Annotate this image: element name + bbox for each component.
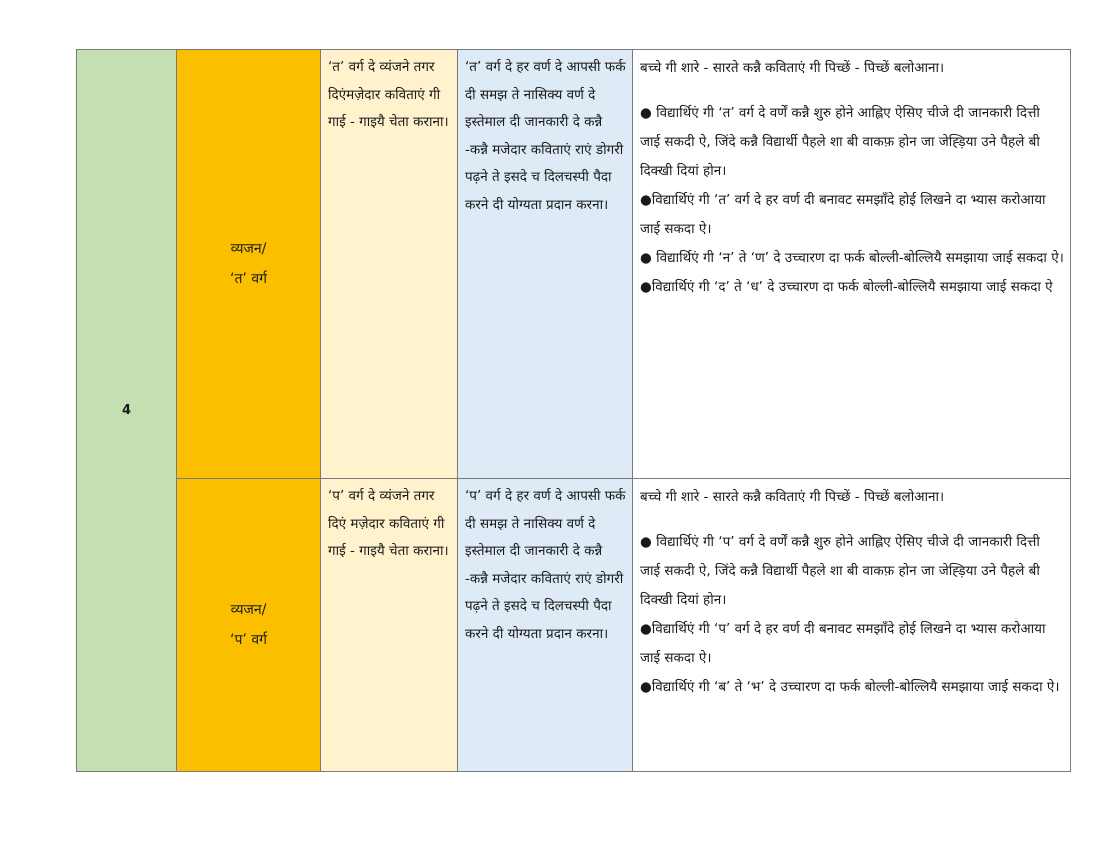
activity-point: ● विद्यार्थिएं गी ‘न’ ते ‘ण’ दे उच्चारण दा फर्क बोल्ली-बोल्लियै समझाया जाई सकदा ऐ। bbox=[640, 250, 1064, 266]
activity-point: ●विद्यार्थिएं गी ‘ब’ ते ‘भ’ दे उच्चारण दा फर्क बोल्ली-बोल्लियै समझाया जाई सकदा ऐ। bbox=[640, 679, 1060, 695]
outcome-cell bbox=[458, 50, 633, 479]
activity-lead: बच्चे गी शारे - सारते कन्नै कविताएं गी पिच्छें - पिच्छें बलोआना। bbox=[640, 60, 945, 76]
activity-cell bbox=[633, 50, 1071, 479]
table-row bbox=[77, 479, 1071, 772]
activity-point: ●विद्यार्थिएं गी ‘प’ वर्ग दे हर वर्ण दी बनावट समझाँदे होई लिखने दा भ्यास करोआया जाई सकदा ऐ। bbox=[640, 621, 1046, 666]
objective-text: ‘प’ वर्ग दे व्यंजने तगर दिएं मज़ेदार कविताएं गी गाई - गाइयै चेता कराना। bbox=[328, 488, 449, 559]
topic-line-1: व्यजन/ bbox=[230, 602, 267, 618]
curriculum-table bbox=[76, 49, 1071, 772]
outcome-text: ‘त’ वर्ग दे हर वर्ण दे आपसी फर्क दी समझ ते नासिक्य वर्ण दे इस्तेमाल दी जानकारी दे कन्नै -कन्नै मजेदार कविताएं राएं डोगरी पढ़ने ते इसदे च दिलचस्पी पैदा करने दी योग्यता प्रदान करना। bbox=[465, 59, 626, 213]
outcome-cell bbox=[458, 479, 633, 772]
topic-line-2: ‘त’ वर्ग bbox=[230, 271, 267, 287]
outcome-text: ‘प’ वर्ग दे हर वर्ण दे आपसी फर्क दी समझ ते नासिक्य वर्ण दे इस्तेमाल दी जानकारी दे कन्नै -कन्नै मजेदार कविताएं राएं डोगरी पढ़ने ते इसदे च दिलचस्पी पैदा करने दी योग्यता प्रदान करना। bbox=[465, 488, 626, 642]
objective-cell bbox=[321, 479, 458, 772]
objective-cell bbox=[321, 50, 458, 479]
activity-point: ●विद्यार्थिएं गी ‘त’ वर्ग दे हर वर्ण दी बनावट समझाँदे होई लिखने दा भ्यास करोआया जाई सकदा ऐ। bbox=[640, 192, 1046, 237]
row-number bbox=[77, 50, 177, 772]
activity-point: ●विद्यार्थिएं गी ‘द’ ते ‘ध’ दे उच्चारण दा फर्क बोल्ली-बोल्लियै समझाया जाई सकदा ऐ bbox=[640, 279, 1053, 295]
topic-line-2: ‘प’ वर्ग bbox=[230, 632, 267, 648]
topic-cell bbox=[177, 479, 321, 772]
row-number-text: 4 bbox=[121, 403, 132, 418]
activity-lead: बच्चे गी शारे - सारते कन्नै कविताएं गी पिच्छें - पिच्छें बलोआना। bbox=[640, 489, 945, 505]
activity-point: ● विद्यार्थिएं गी ‘त’ वर्ग दे वर्णें कन्नै शुरु होने आह्लिए ऐसिए चीजे दी जानकारी दित्ती जाई सकदी ऐ, जिंदे कन्नै विद्यार्थी पैहले शा बी वाकफ़ होन जा जेह्ड़िया उने पैहले बी दिक्खी दियां होन। bbox=[640, 105, 1040, 179]
activity-point: ● विद्यार्थिएं गी ‘प’ वर्ग दे वर्णें कन्नै शुरु होने आह्लिए ऐसिए चीजे दी जानकारी दित्ती जाई सकदी ऐ, जिंदे कन्नै विद्यार्थी पैहले शा बी वाकफ़ होन जा जेह्ड़िया उने पैहले बी दिक्खी दियां होन। bbox=[640, 534, 1040, 608]
table-row bbox=[77, 50, 1071, 479]
topic-line-1: व्यजन/ bbox=[230, 241, 267, 257]
activity-cell bbox=[633, 479, 1071, 772]
topic-cell bbox=[177, 50, 321, 479]
objective-text: ‘त’ वर्ग दे व्यंजने तगर दिएंमज़ेदार कविताएं गी गाई - गाइयै चेता कराना। bbox=[328, 59, 449, 130]
